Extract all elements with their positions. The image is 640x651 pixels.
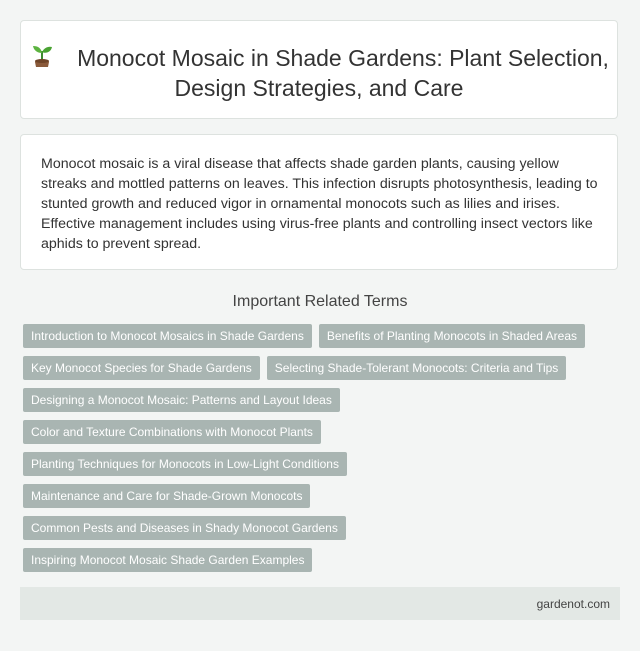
term-row	[23, 452, 623, 476]
term-tag[interactable]: Selecting Shade-Tolerant Monocots: Criteria and Tips	[267, 356, 566, 380]
term-tag[interactable]: Common Pests and Diseases in Shady Monocot Gardens	[23, 516, 346, 540]
term-tag[interactable]: Introduction to Monocot Mosaics in Shade Gardens	[23, 324, 312, 348]
term-tag[interactable]: Designing a Monocot Mosaic: Patterns and Layout Ideas	[23, 388, 340, 412]
term-row	[23, 420, 623, 444]
term-tag[interactable]: Maintenance and Care for Shade-Grown Monocots	[23, 484, 310, 508]
footer-site-link[interactable]: gardenot.com	[536, 597, 610, 611]
sprout-icon	[29, 43, 55, 69]
title-card	[20, 20, 618, 119]
related-terms-heading: Important Related Terms	[232, 293, 408, 310]
term-tag[interactable]: Key Monocot Species for Shade Gardens	[23, 356, 260, 380]
page-title-text: Monocot Mosaic in Shade Gardens: Plant Selection, Design Strategies, and Care	[77, 45, 609, 101]
term-tag[interactable]: Color and Texture Combinations with Monocot Plants	[23, 420, 321, 444]
description-card	[20, 134, 618, 270]
term-row	[23, 324, 623, 348]
term-row	[23, 388, 623, 412]
page-title	[21, 43, 617, 103]
footer	[20, 587, 620, 620]
related-terms-list	[23, 324, 623, 580]
term-tag[interactable]: Benefits of Planting Monocots in Shaded Areas	[319, 324, 585, 348]
term-row	[23, 356, 623, 380]
term-tag[interactable]: Inspiring Monocot Mosaic Shade Garden Examples	[23, 548, 312, 572]
term-tag[interactable]: Planting Techniques for Monocots in Low-Light Conditions	[23, 452, 347, 476]
term-row	[23, 516, 623, 540]
term-row	[23, 484, 623, 508]
description-text: Monocot mosaic is a viral disease that affects shade garden plants, causing yellow streaks and mottled patterns on leaves. This infection disrupts photosynthesis, leading to stunted growth and reduced vigor in ornamental monocots such as lilies and irises. Effective management includes using virus-free plants and controlling insect vectors like aphids to prevent spread.	[41, 156, 598, 252]
term-row	[23, 548, 623, 572]
